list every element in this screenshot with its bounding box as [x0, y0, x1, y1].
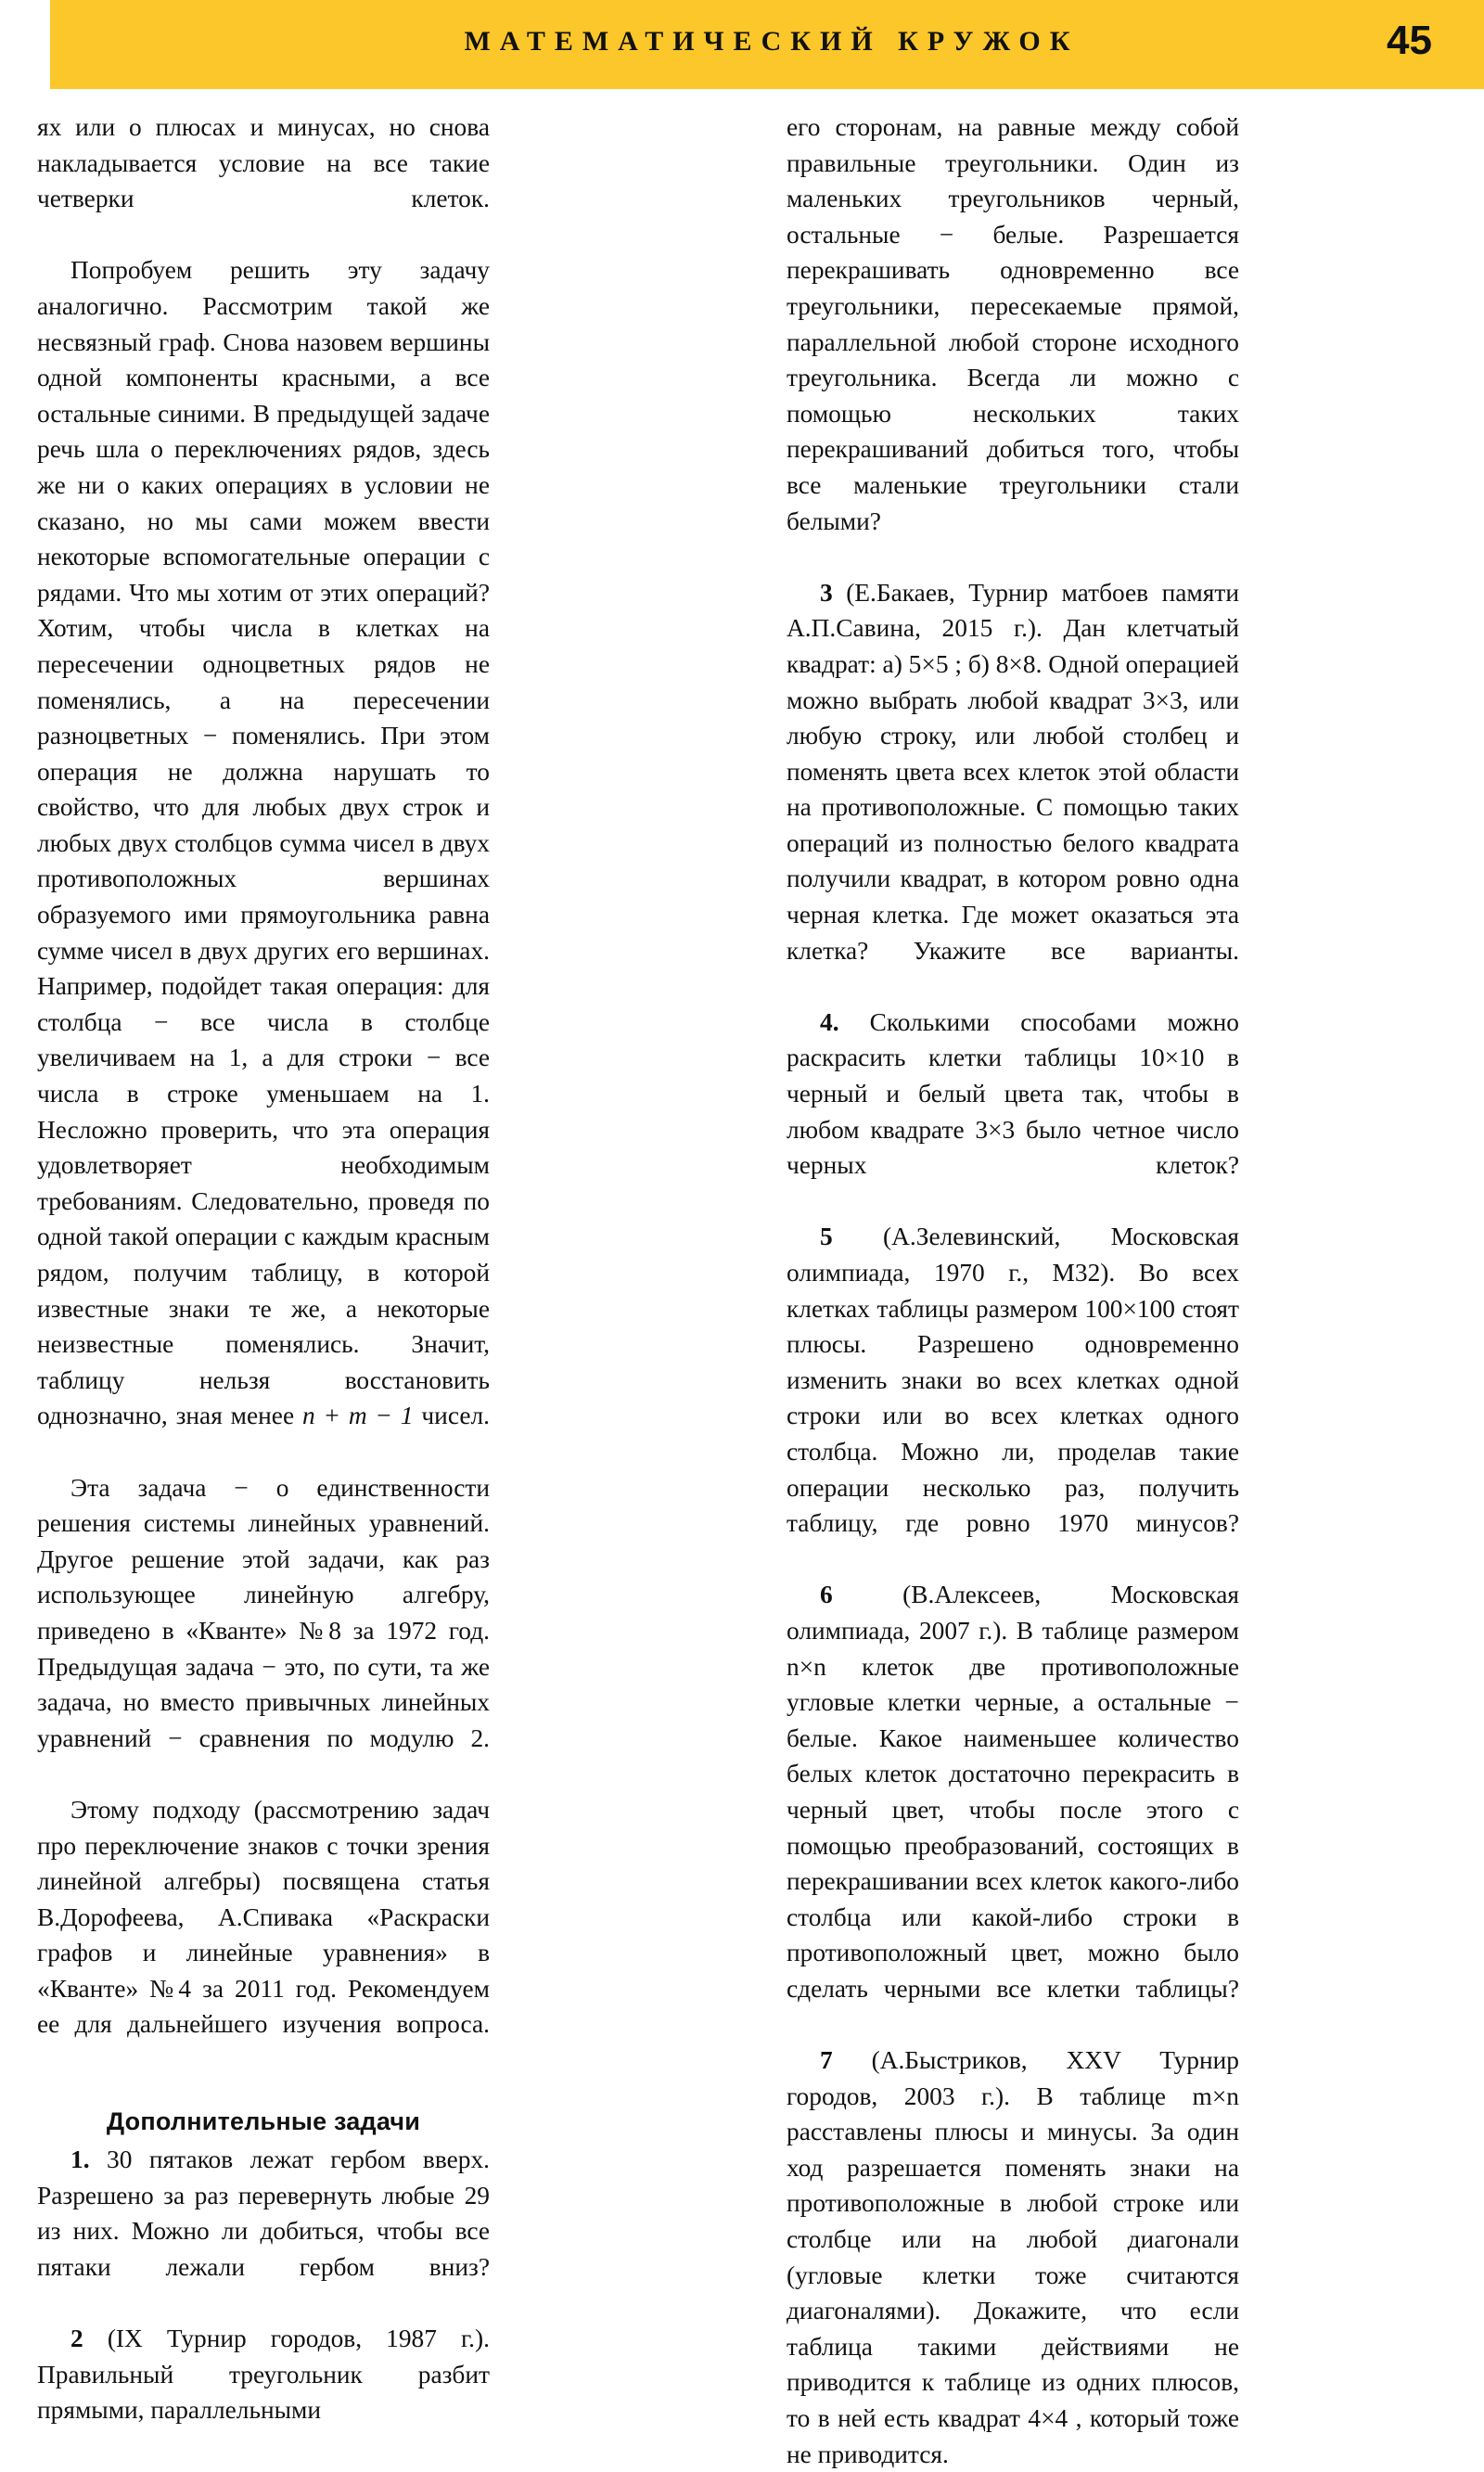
problem-number-5: 5 [820, 1223, 833, 1251]
problem-text-7: В таблице m×n расставлены плюсы и минусы. За один ход разрешается поменять знаки на противоположные в любой строке или столбце или на любой диагонали (угловые клетки тоже считаются диагоналями). Докажите, что если таблица такими действиями не приводится к таблице из одних плюсов, то в ней есть квадрат 4×4 , который тоже не приводится. [787, 2081, 1239, 2468]
header-band [50, 0, 1484, 89]
problem-item-4 [787, 1005, 1239, 1220]
problem-number-4: 4. [820, 1007, 839, 1036]
problem-text-3: Дан клетчатый квадрат: а) 5×5 ; б) 8×8. Одной операцией можно выбрать любой квадрат 3×3, или любую строку, или любой столбец и поменять цвета всех клеток этой области на противоположные. С помощью таких операций из полностью белого квадрата получили квадрат, в котором ровно одна черная клетка. Где может оказаться эта клетка? Укажите все варианты. [787, 614, 1239, 965]
problem-number-6: 6 [820, 1581, 833, 1609]
paragraph-main-argument-text: Попробуем решить эту задачу аналогично. Рассмотрим такой же несвязный граф. Снова назовем вершины одной компоненты красными, а все остальные синими. В предыдущей задаче речь шла о переключениях рядов, здесь же ни о каких операциях в условии не сказано, но мы сами можем ввести некоторые вспомогательные операции с рядами. Что мы хотим от этих операций? Хотим, чтобы числа в клетках на пересечении одноцветных рядов не поменялись, а на пересечении разноцветных − поменялись. При этом операция не должна нарушать то свойство, что для любых двух строк и любых двух столбцов сумма чисел в двух противоположных вершинах образуемого ими прямоугольника равна сумме чисел в двух других его вершинах. Например, подойдет такая операция: для столбца − все числа в столбце увеличиваем на 1, а для строки − все числа в строке уменьшаем на 1. Несложно проверить, что эта операция удовлетворяет необходимым требованиям. Следовательно, проведя по одной такой операции с каждым красным рядом, получим таблицу, в которой известные знаки те же, а некоторые неизвестные поменялись. Значит, таблицу нельзя восстановить однозначно, зная менее [37, 256, 490, 1430]
problem-item-5 [787, 1219, 1239, 1577]
problem-number-2: 2 [70, 2325, 83, 2353]
problem-item-7 [787, 2043, 1239, 2472]
paragraph-further-reading: Этому подходу (рассмотрению задач про переключение знаков с точки зрения линейной алгебры) посвящена статья В.Дорофеева, А.Спивака «Раскраски графов и линейные уравнения» в «Кванте» №4 за 2011 год. Рекомендуем ее для дальнейшего изучения вопроса. [37, 1795, 490, 2039]
problem-number-1: 1. [70, 2145, 90, 2174]
problem-item-1 [37, 2142, 490, 2321]
paragraph-main-argument [37, 252, 490, 1469]
inline-math-nm: n + m − 1 [301, 1402, 414, 1430]
problem-number-7: 7 [820, 2046, 833, 2075]
problem-item-2 [37, 2321, 490, 2428]
problem-text-6: В таблице размером n×n клеток две противоположные угловые клетки черные, а остальные − белые. Какое наименьшее количество белых клеток достаточно перекрасить в черный цвет, чтобы после этого с помощью преобразований, состоящих в перекрашивании всех клеток какого-либо столбца или какой-либо строки в противоположный цвет, можно было сделать черными все клетки таблицы? [787, 1616, 1239, 2003]
problem-attribution-5: (А.Зелевинский, Московская олимпиада, 1970 г., М32). [787, 1223, 1239, 1287]
paragraph-main-argument-tail: чисел. [413, 1402, 491, 1430]
problem-text-2: (IX Турнир городов, 1987 г.). Правильный треугольник разбит прямыми, параллельными [37, 2325, 490, 2425]
page-title: МАТЕМАТИЧЕСКИЙ КРУЖОК [464, 26, 1080, 57]
problem-attribution-7: (А.Быстриков, XXV Турнир городов, 2003 г.). [787, 2046, 1239, 2110]
paragraph-continued: ях или о плюсах и минусах, но снова накладывается условие на все такие четверки клеток. [37, 113, 490, 213]
problem-text-5: Во всех клетках таблицы размером 100×100 стоят плюсы. Разрешено одновременно изменить знаки во всех клетках одной строки или во всех клетках одного столбца. Можно ли, проделав такие операции несколько раз, получить таблицу, где ровно 1970 минусов? [787, 1259, 1239, 1538]
problem-item-3 [787, 575, 1239, 1005]
page-number: 45 [1387, 18, 1432, 63]
section-heading-additional-problems: Дополнительные задачи [106, 2107, 421, 2135]
problem-number-3: 3 [820, 578, 833, 607]
problem-attribution-6: (В.Алексеев, Московская олимпиада, 2007 г.). [787, 1581, 1239, 1645]
problem-attribution-3: (Е.Бакаев, Турнир матбоев памяти А.П.Савина, 2015 г.). [787, 578, 1239, 643]
problem-text-1: 30 пятаков лежат гербом вверх. Разрешено за раз перевернуть любые 29 из них. Можно ли добиться, чтобы все пятаки лежали гербом вниз? [37, 2145, 491, 2281]
paragraph-problem2-continued: его сторонам, на равные между собой правильные треугольники. Один из маленьких треугольников черный, остальные − белые. Разрешается перекрашивать одновременно все треугольники, пересекаемые прямой, параллельной любой стороне исходного треугольника. Всегда ли можно с помощью нескольких таких перекрашиваний добиться того, чтобы все маленькие треугольники стали белыми? [787, 113, 1239, 535]
page-body [0, 89, 1484, 2468]
right-column [787, 109, 1239, 2472]
paragraph-linear-systems: Эта задача − о единственности решения системы линейных уравнений. Другое решение этой задачи, как раз использующее линейную алгебру, приведено в «Кванте» №8 за 1972 год. Предыдущая задача − это, по сути, та же задача, но вместо привычных линейных уравнений − сравнения по модулю 2. [37, 1473, 490, 1752]
problem-text-4: Сколькими способами можно раскрасить клетки таблицы 10×10 в черный и белый цвета так, чтобы в любом квадрате 3×3 было четное число черных клеток? [787, 1007, 1239, 1180]
left-column [37, 109, 490, 2428]
problem-item-6 [787, 1577, 1239, 2043]
